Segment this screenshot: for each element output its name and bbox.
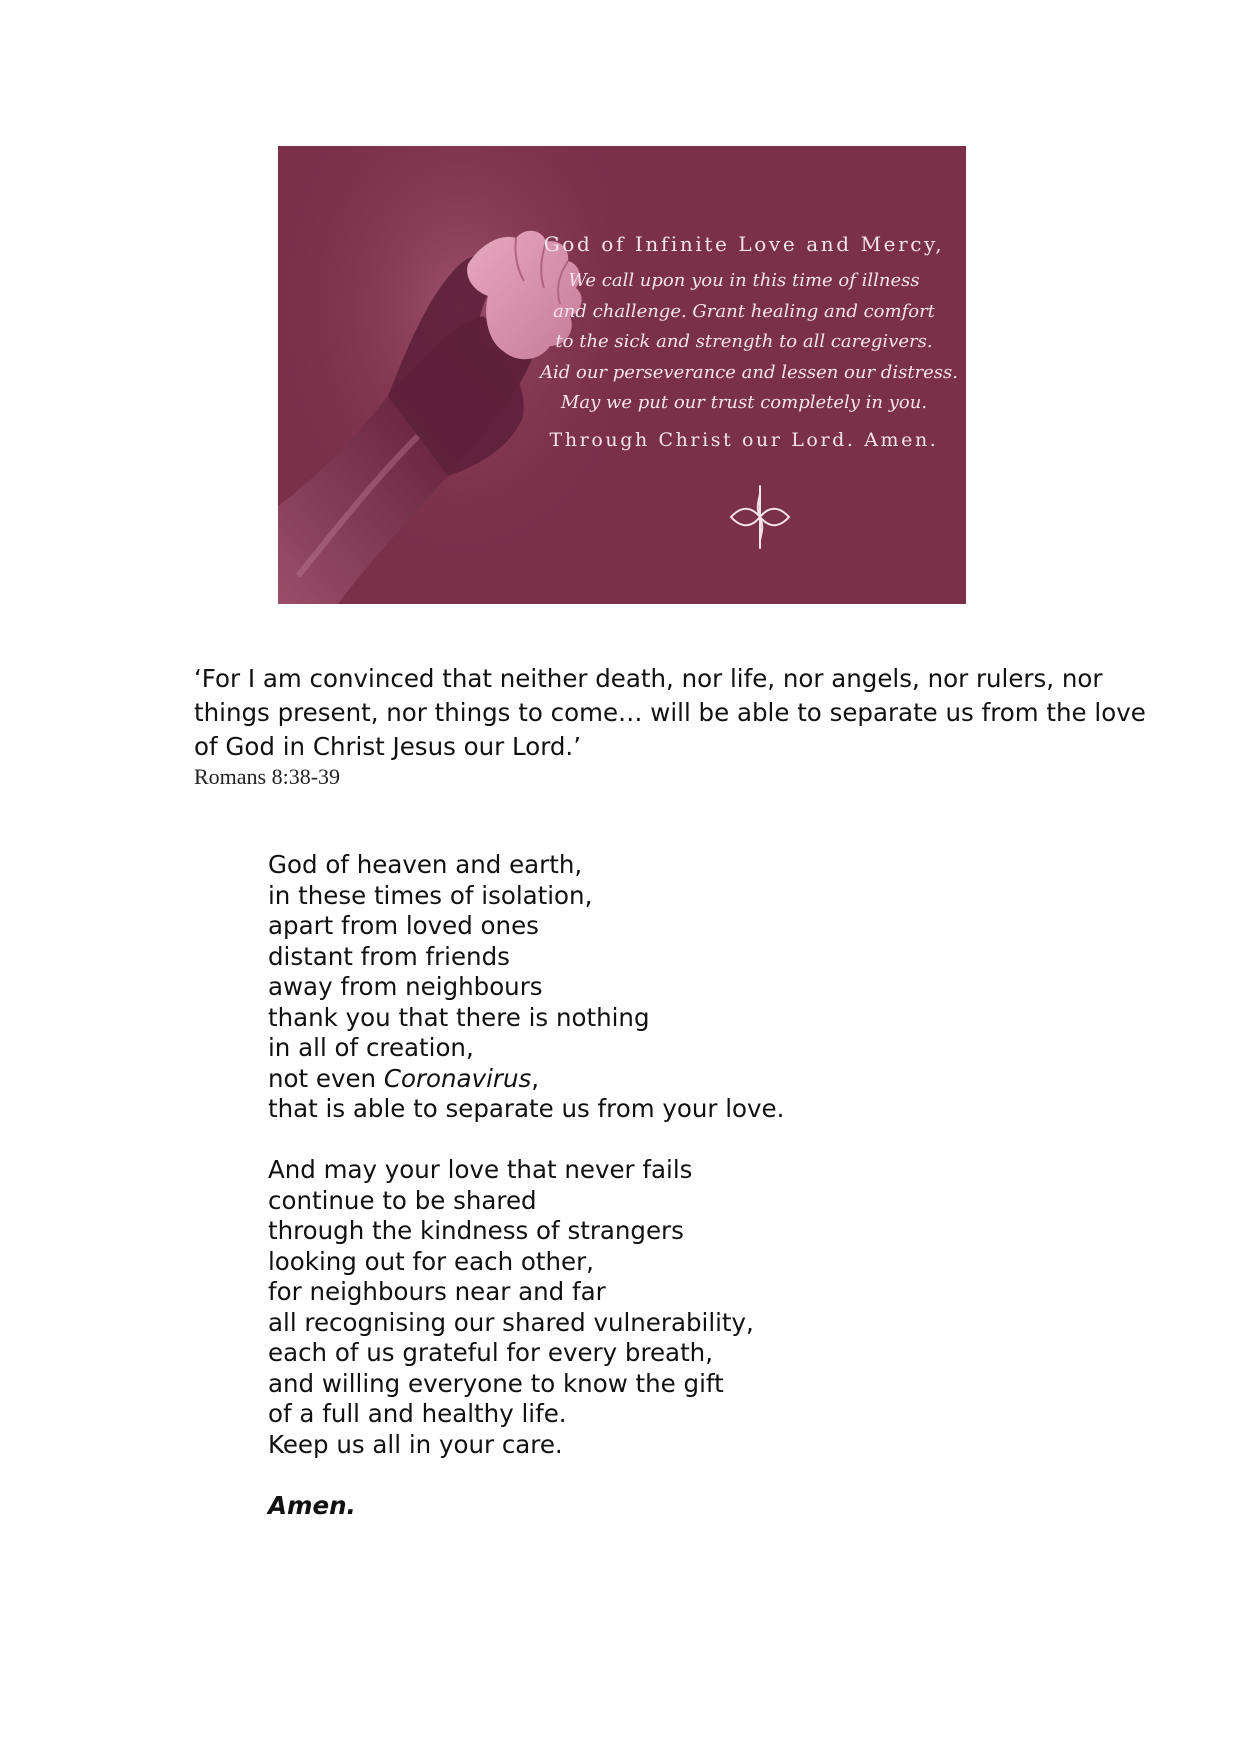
- coronavirus-emphasis: Coronavirus: [383, 1063, 532, 1093]
- prayer-line-suffix: ,: [531, 1063, 540, 1093]
- prayer-line: in all of creation,: [268, 1033, 474, 1062]
- prayer-line: apart from loved ones: [268, 911, 539, 940]
- amen-closing: Amen.: [268, 1490, 356, 1520]
- prayer-line: in these times of isolation,: [268, 880, 593, 910]
- scripture-line: things present, nor things to come… will be able to separate us from the love: [194, 698, 1146, 727]
- scripture-quote: [194, 662, 1154, 764]
- prayer-stanza-1: [268, 850, 1068, 1125]
- prayer-line: for neighbours near and far: [268, 1277, 606, 1306]
- prayer-body: [268, 850, 1068, 1521]
- card-line: Aid our perseverance and lessen our distress.: [540, 361, 959, 383]
- prayer-line: all recognising our shared vulnerability,: [268, 1307, 754, 1337]
- prayer-line: continue to be shared: [268, 1185, 537, 1215]
- prayer-stanza-2: [268, 1155, 1068, 1460]
- prayer-line: [268, 1064, 1068, 1095]
- prayer-line: God of heaven and earth,: [268, 850, 583, 879]
- prayer-line: each of us grateful for every breath,: [268, 1338, 713, 1367]
- prayer-line-prefix: not even: [268, 1063, 384, 1093]
- prayer-card: [278, 146, 966, 604]
- card-heading: God of Infinite Love and Mercy,: [543, 232, 945, 256]
- prayer-line: And may your love that never fails: [268, 1155, 693, 1184]
- prayer-line: distant from friends: [268, 941, 510, 971]
- scripture-line: ‘For I am convinced that neither death, nor life, nor angels, nor rulers, nor: [194, 664, 1103, 693]
- scripture-citation: Romans 8:38-39: [194, 764, 341, 789]
- card-line: and challenge. Grant healing and comfort: [553, 300, 935, 322]
- card-prayer-text: [540, 232, 959, 451]
- prayer-line: thank you that there is nothing: [268, 1002, 650, 1032]
- card-line: to the sick and strength to all caregivers.: [555, 331, 933, 352]
- card-closing: Through Christ our Lord. Amen.: [549, 428, 939, 451]
- card-line: May we put our trust completely in you.: [560, 392, 928, 413]
- card-line: We call upon you in this time of illness: [568, 270, 920, 291]
- prayer-line: of a full and healthy life.: [268, 1399, 567, 1428]
- prayer-line: through the kindness of strangers: [268, 1216, 684, 1245]
- prayer-line: that is able to separate us from your love.: [268, 1094, 785, 1123]
- cross-emblem-icon: [727, 484, 793, 550]
- prayer-line: looking out for each other,: [268, 1246, 594, 1276]
- prayer-line: and willing everyone to know the gift: [268, 1368, 724, 1398]
- scripture-line: of God in Christ Jesus our Lord.’: [194, 732, 582, 761]
- prayer-line: away from neighbours: [268, 972, 543, 1001]
- prayer-line: Keep us all in your care.: [268, 1429, 563, 1459]
